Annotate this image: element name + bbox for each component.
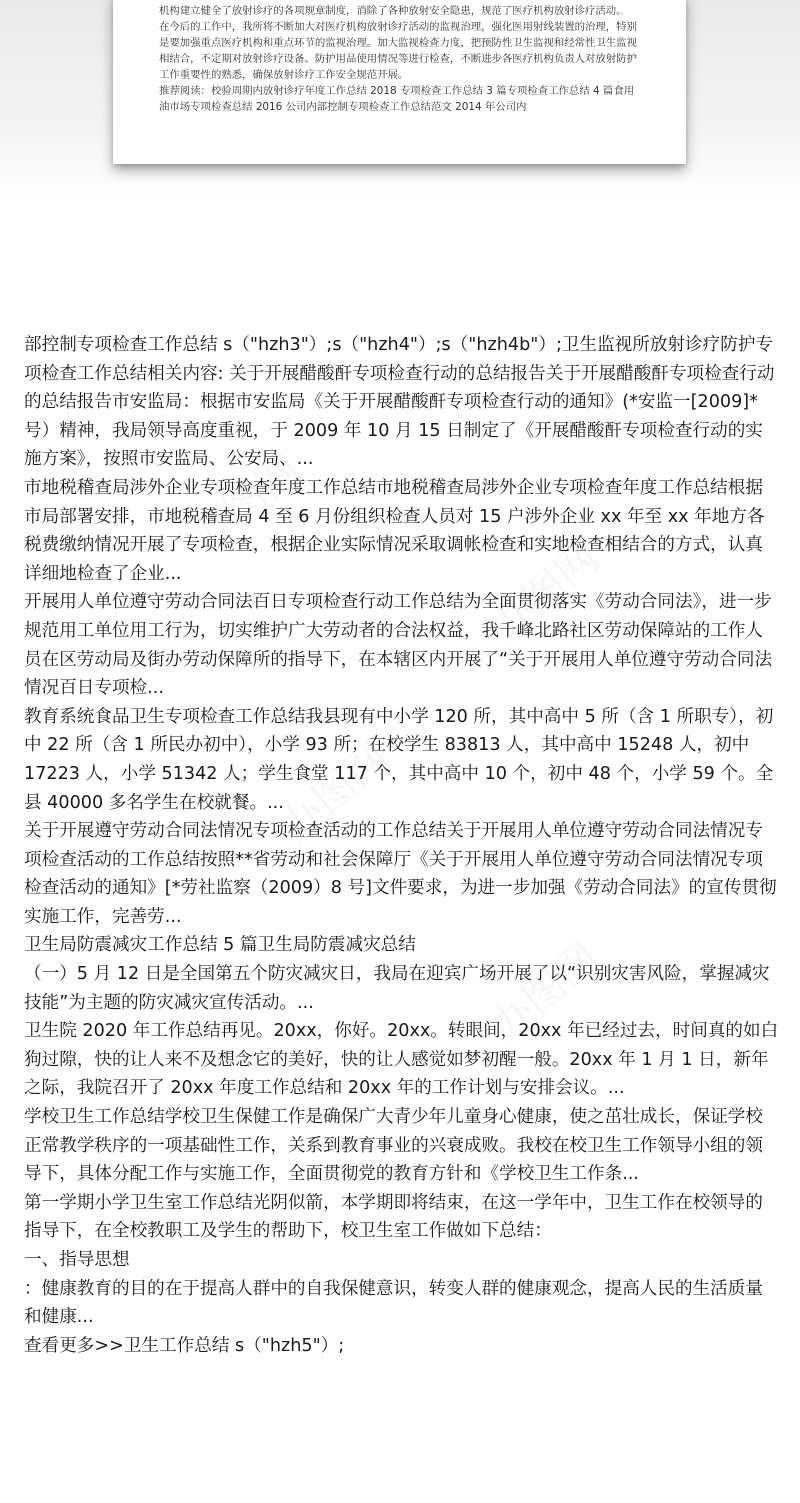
- body-paragraph: 学校卫生工作总结学校卫生保健工作是确保广大青少年儿童身心健康，使之茁壮成长，保证学校正常教学秩序的一项基础性工作，关系到教育事业的兴衰成败。我校在校卫生工作领导小组的领导下，具体分配工作与实施工作，全面贯彻党的教育方针和《学校卫生工作条...: [24, 1107, 763, 1185]
- body-heading: 卫生局防震减灾工作总结 5 篇卫生局防震减灾总结: [24, 935, 416, 956]
- document-page-preview: [113, 0, 686, 164]
- body-paragraph: （一）5 月 12 日是全国第五个防灾减灾日，我局在迎宾广场开展了以“识别灾害风险，掌握减灾技能”为主题的防灾减灾宣传活动。...: [24, 964, 770, 1013]
- preview-text: [159, 0, 644, 115]
- body-paragraph: ：健康教育的目的在于提高人群中的自我保健意识，转变人群的健康观念，提高人民的生活质量和健康...: [24, 1278, 763, 1328]
- article-body: [24, 331, 780, 1360]
- body-paragraph: 市地税稽查局涉外企业专项检查年度工作总结市地税稽查局涉外企业专项检查年度工作总结根据市局部署安排，市地税稽查局 4 至 6 月份组织检查人员对 15 户涉外企业 xx 年至 xx 年地方各税费缴纳情况开展了专项检查，根据企业实际情况采取调帐检查和实地检查相结合的方式，认真详细地检查了企业...: [24, 477, 765, 584]
- body-paragraph: 关于开展遵守劳动合同法情况专项检查活动的工作总结关于开展用人单位遵守劳动合同法情况专项检查活动的工作总结按照**省劳动和社会保障厅《关于开展用人单位遵守劳动合同法情况专项检查活动的通知》[*劳社监察（2009）8 号]文件要求，为进一步加强《劳动合同法》的宣传贯彻实施工作，完善劳...: [24, 821, 777, 927]
- preview-recommended-reading: 推荐阅读：校验周期内放射诊疗年度工作总结 2018 专项检查工作总结 3 篇专项检查工作总结 4 篇食用油市场专项检查总结 2016 公司内部控制专项检查工作总结范文 2014 年公司内: [159, 85, 635, 113]
- body-paragraph: 卫生院 2020 年工作总结再见。20xx，你好。20xx。转眼间，20xx 年已经过去，时间真的如白狗过隙，快的让人来不及想念它的美好，快的让人感觉如梦初醒一般。20xx 年 1 月 1 日，新年之际，我院召开了 20xx 年度工作总结和 20xx 年的工作计划与安排会议。...: [24, 1021, 779, 1099]
- body-subheading: 一、指导思想: [24, 1250, 130, 1270]
- preview-paragraph: 在今后的工作中，我所将不断加大对医疗机构放射诊疗活动的监视治理，强化医用射线装置的治理，特别是要加强重点医疗机构和重点环节的监视治理。加大监视检查力度，把预防性卫生监视和经常性卫生监视相结合，不定期对放射诊疗设备、防护用品使用情况等进行检查，不断进步各医疗机构负责人对放射防护工作重要性的熟悉，确保放射诊疗工作安全规范开展。: [159, 21, 637, 81]
- body-paragraph: 部控制专项检查工作总结 s（"hzh3"）;s（"hzh4"）;s（"hzh4b"）;卫生监视所放射诊疗防护专项检查工作总结相关内容: 关于开展醋酸酐专项检查行动的总结报告关于开展醋酸酐专项检查行动的总结报告市安监局：根据市安监局《关于开展醋酸酐专项检查行动的通知》(*安监一[2009]*号）精神，我局领导高度重视，于 2009 年 10 月 15 日制定了《开展醋酸酐专项检查行动的实施方案》，按照市安监局、公安局、...: [24, 335, 775, 470]
- body-paragraph: 教育系统食品卫生专项检查工作总结我县现有中小学 120 所，其中高中 5 所（含 1 所职专），初中 22 所（含 1 所民办初中），小学 93 所；在校学生 83813 人，其中高中 15248 人，初中 17223 人，小学 51342 人；学生食堂 117 个，其中高中 10 个，初中 48 个，小学 59 个。全县 40000 多名学生在校就餐。...: [24, 706, 774, 813]
- view-more-link[interactable]: 查看更多>>卫生工作总结 s（"hzh5"）;: [24, 1335, 345, 1356]
- body-paragraph: 第一学期小学卫生室工作总结光阴似箭，本学期即将结束，在这一学年中，卫生工作在校领导的指导下，在全校教职工及学生的帮助下，校卫生室工作做如下总结：: [24, 1192, 763, 1242]
- body-paragraph: 开展用人单位遵守劳动合同法百日专项检查行动工作总结为全面贯彻落实《劳动合同法》，进一步规范用工单位用工行为，切实维护广大劳动者的合法权益，我千峰北路社区劳动保障站的工作人员在区劳动局及街办劳动保障所的指导下，在本辖区内开展了“关于开展用人单位遵守劳动合同法情况百日专项检...: [24, 592, 773, 699]
- preview-paragraph: 机构建立健全了放射诊疗的各项规章制度，消除了各种放射安全隐患，规范了医疗机构放射诊疗活动。: [159, 5, 627, 17]
